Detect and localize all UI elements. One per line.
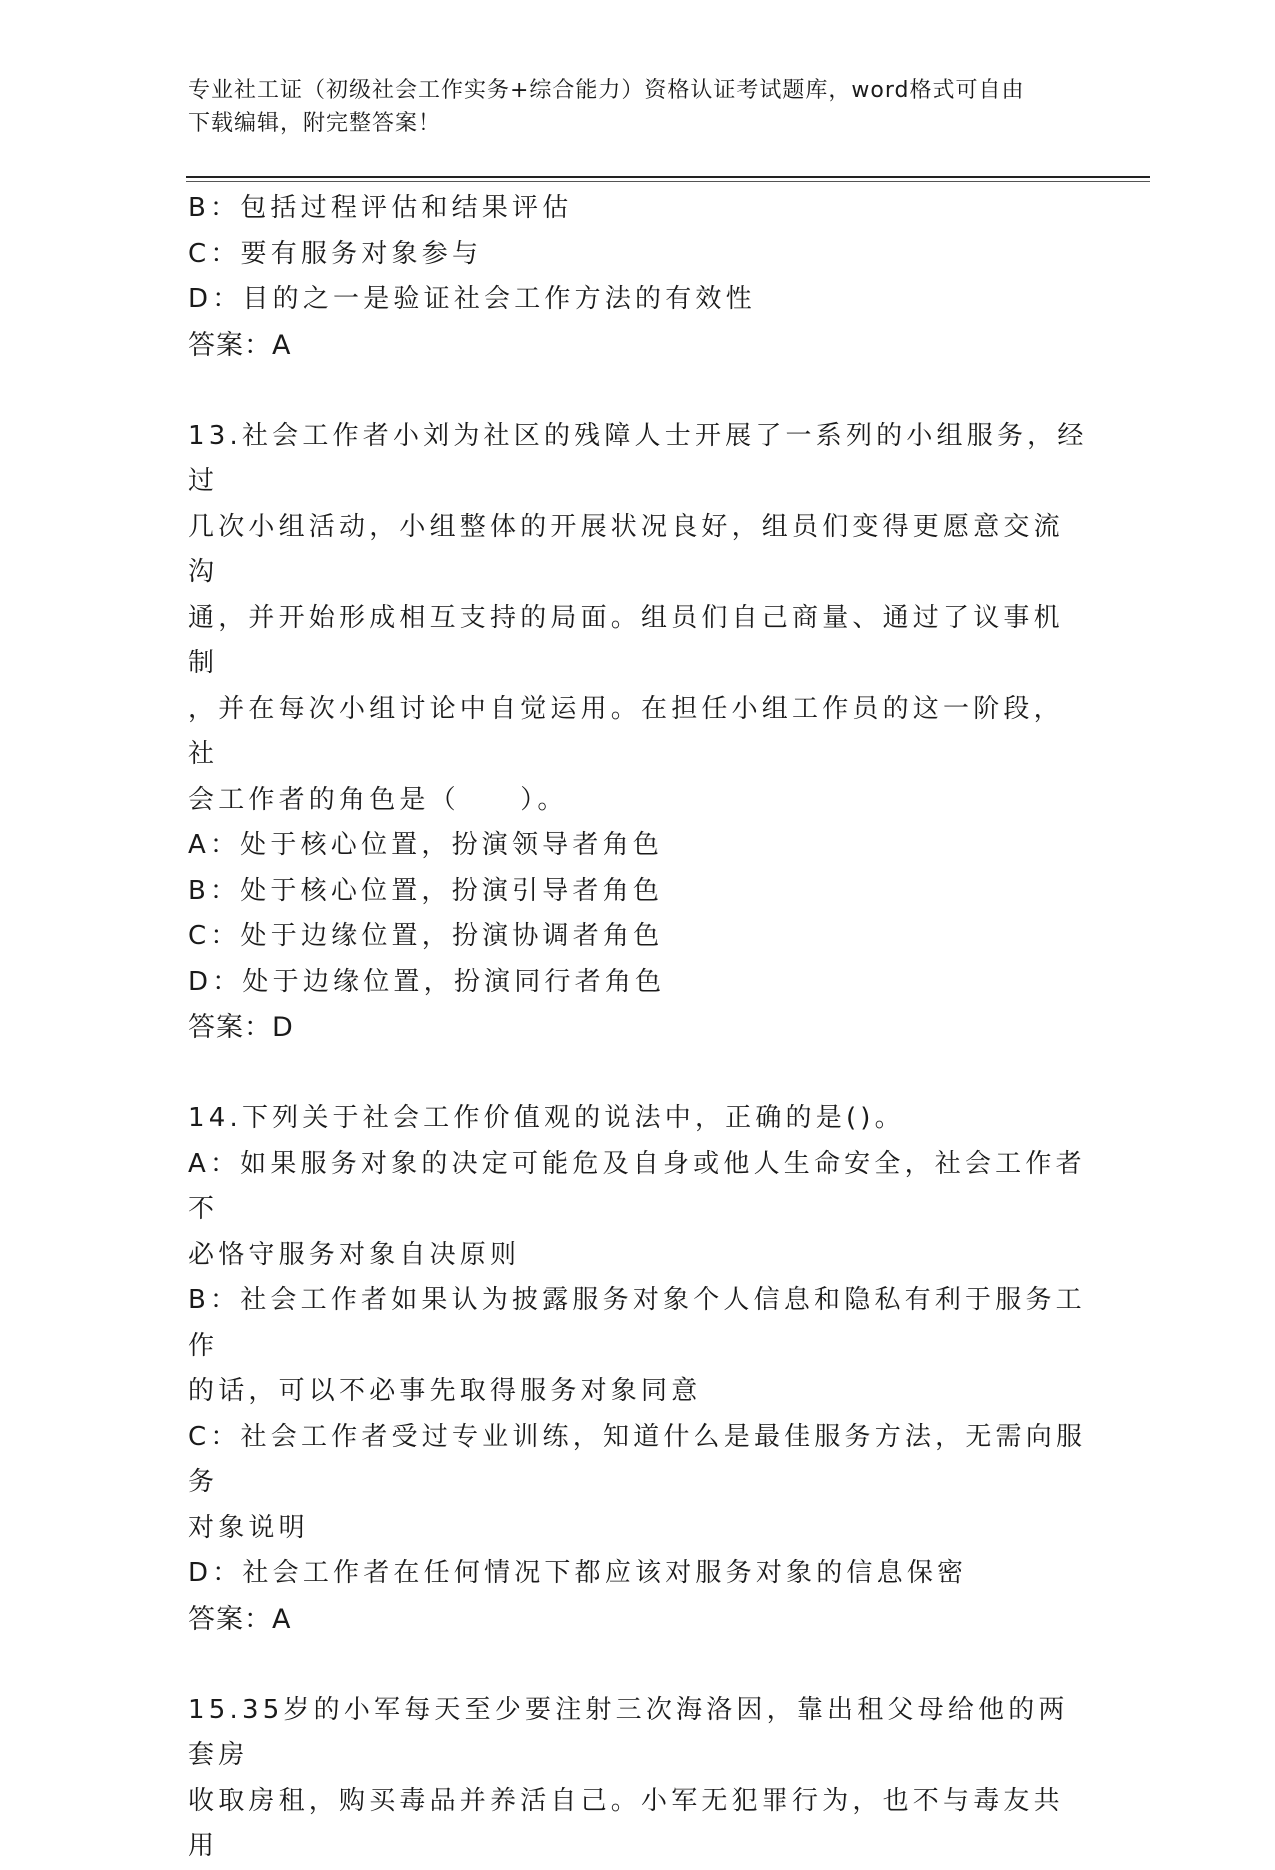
spacer [188, 1642, 1088, 1688]
option-c: C：社会工作者受过专业训练，知道什么是最佳服务方法，无需向服务 [188, 1421, 1087, 1497]
option-b-continued: 的话，可以不必事先取得服务对象同意 [188, 1376, 702, 1406]
question-12 [188, 186, 1088, 368]
header-line-1: 专业社工证（初级社会工作实务+综合能力）资格认证考试题库，word格式可自由 [188, 78, 1025, 103]
option-d: D：目的之一是验证社会工作方法的有效性 [188, 284, 756, 314]
option-a-continued: 必恪守服务对象自决原则 [188, 1239, 521, 1270]
answer-line: 答案：A [188, 329, 292, 361]
option-c: C：处于边缘位置，扮演协调者角色 [188, 921, 664, 951]
answer-line: 答案：A [188, 1603, 292, 1635]
option-a: A：处于核心位置，扮演领导者角色 [188, 830, 663, 860]
question-15 [188, 1688, 1088, 1870]
option-a: A：如果服务对象的决定可能危及自身或他人生命安全，社会工作者不 [188, 1148, 1086, 1224]
question-stem: 14.下列关于社会工作价值观的说法中，正确的是()。 [188, 1103, 905, 1133]
option-c: C：要有服务对象参与 [188, 238, 483, 269]
header-line-2: 下载编辑，附完整答案！ [188, 111, 442, 136]
question-stem-line: 几次小组活动，小组整体的开展状况良好，组员们变得更愿意交流沟 [188, 511, 1064, 587]
option-d: D：处于边缘位置，扮演同行者角色 [188, 966, 666, 997]
header-divider-thin [186, 181, 1150, 182]
page-header [188, 74, 1068, 140]
spacer [188, 368, 1088, 414]
question-stem-line: ，并在每次小组讨论中自觉运用。在担任小组工作员的这一阶段，社 [188, 693, 1064, 769]
option-d: D：社会工作者在任何情况下都应该对服务对象的信息保密 [188, 1558, 968, 1588]
answer-line: 答案：D [188, 1012, 294, 1043]
document-body [188, 186, 1088, 1870]
option-b: B：处于核心位置，扮演引导者角色 [188, 875, 664, 906]
header-divider [186, 176, 1150, 178]
question-stem-line: 收取房租，购买毒品并养活自己。小军无犯罪行为，也不与毒友共用 [188, 1785, 1064, 1861]
question-stem-line: 15.35岁的小军每天至少要注射三次海洛因，靠出租父母给他的两套房 [188, 1694, 1069, 1770]
question-stem-line: 会工作者的角色是（ ）。 [188, 784, 568, 815]
spacer [188, 1051, 1088, 1097]
option-b: B：包括过程评估和结果评估 [188, 193, 573, 223]
question-13 [188, 414, 1088, 1051]
option-b: B：社会工作者如果认为披露服务对象个人信息和隐私有利于服务工作 [188, 1285, 1086, 1361]
question-14 [188, 1096, 1088, 1642]
question-stem-line: 通，并开始形成相互支持的局面。组员们自己商量、通过了议事机制 [188, 602, 1064, 678]
option-c-continued: 对象说明 [188, 1512, 309, 1543]
question-stem-line: 13.社会工作者小刘为社区的残障人士开展了一系列的小组服务，经过 [188, 420, 1088, 496]
